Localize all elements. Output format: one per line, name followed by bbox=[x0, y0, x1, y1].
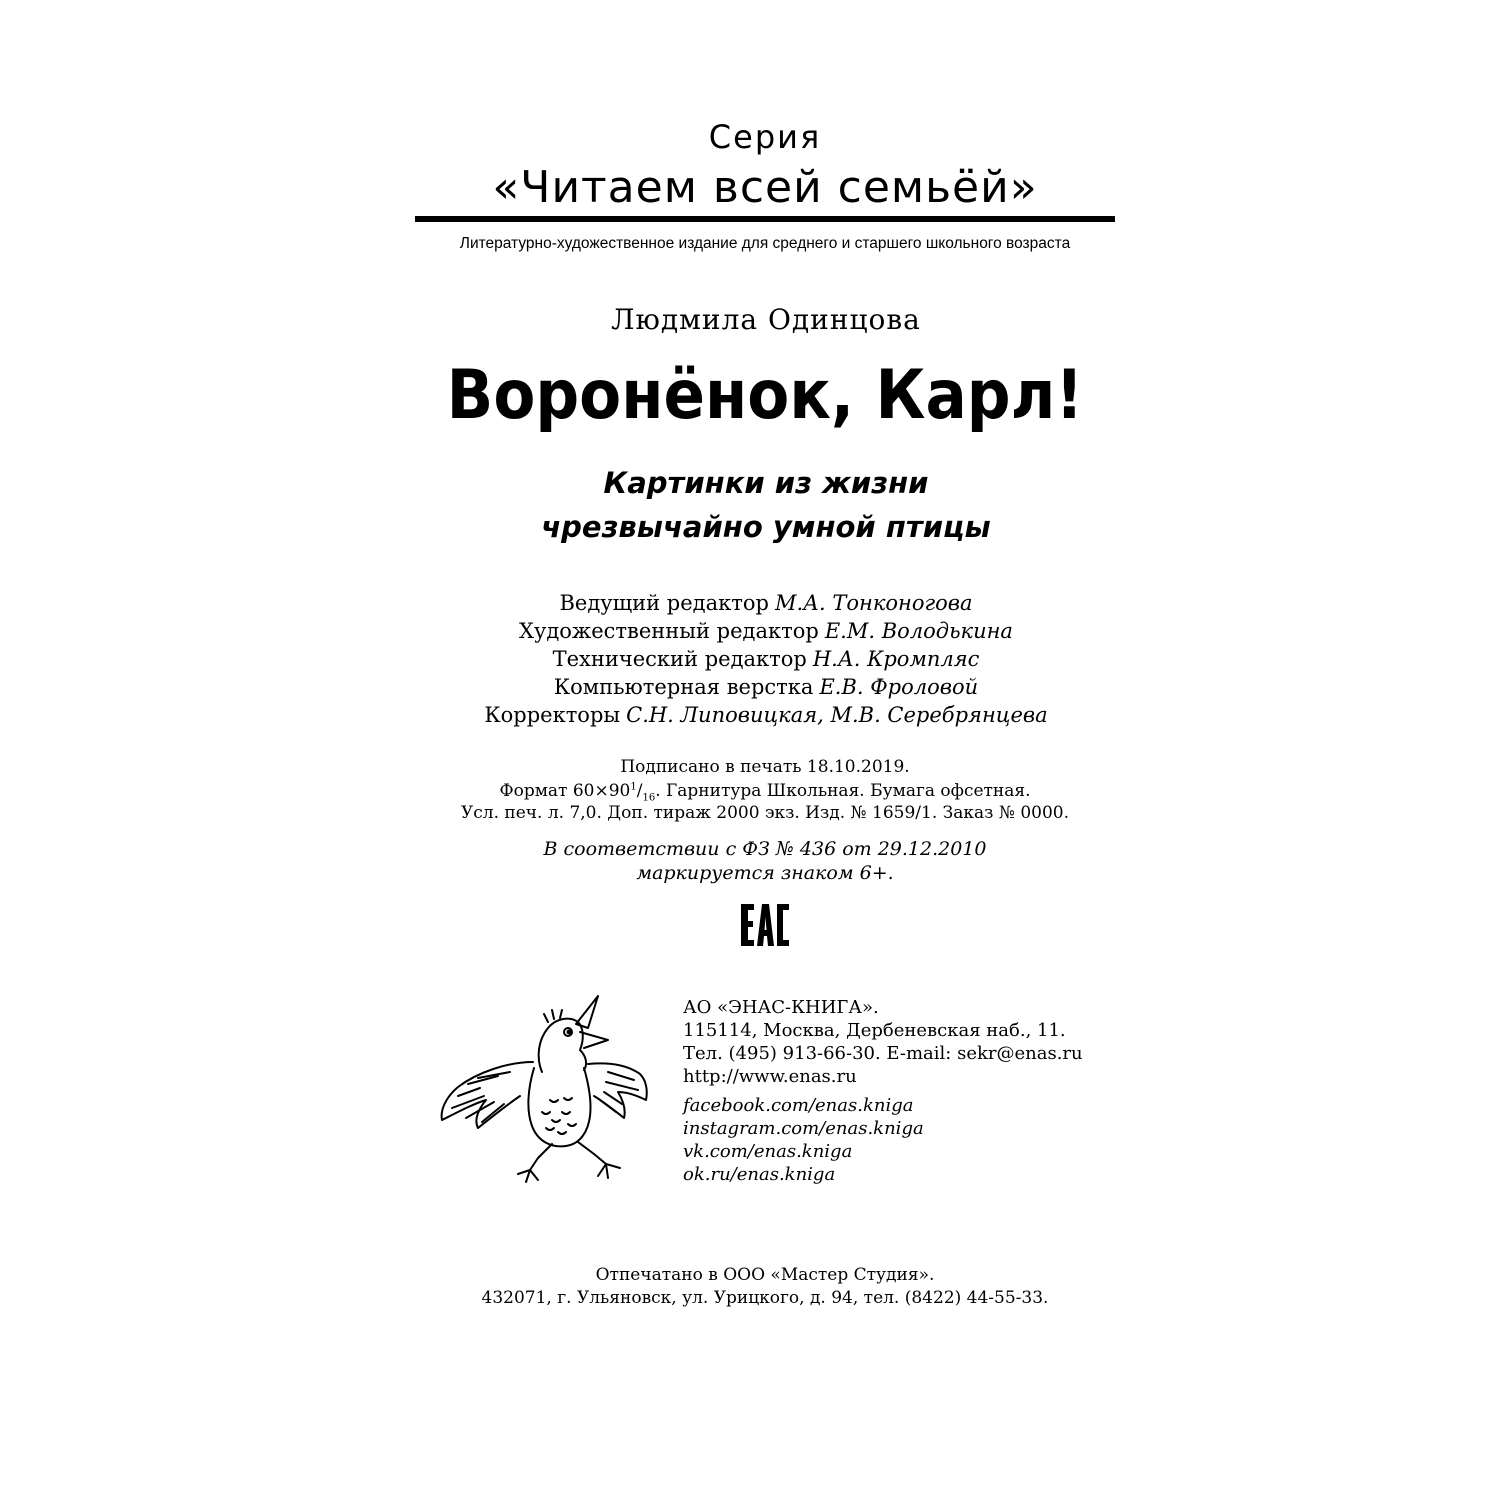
credit-person: Е.М. Володькина bbox=[824, 619, 1013, 643]
imprint-signed-date: Подписано в печать 18.10.2019. bbox=[620, 757, 910, 777]
credit-person: Н.А. Кромпляс bbox=[812, 647, 980, 671]
credit-person: Е.В. Фроловой bbox=[819, 675, 979, 699]
format-slash: / bbox=[636, 781, 643, 801]
publisher-phone: Тел. (495) 913-66-30. E-mail: sekr@enas.ru bbox=[683, 1043, 1083, 1064]
format-sup: 1 bbox=[630, 781, 637, 793]
format-prefix: Формат 60×90 bbox=[499, 781, 631, 801]
publisher-name: АО «ЭНАС-КНИГА». bbox=[683, 997, 879, 1018]
publisher-website: http://www.enas.ru bbox=[683, 1066, 857, 1087]
credit-person: М.А. Тонконогова bbox=[774, 591, 973, 615]
publisher-social-link: instagram.com/enas.kniga bbox=[683, 1118, 924, 1139]
printer-name: Отпечатано в ООО «Мастер Студия». bbox=[595, 1265, 935, 1285]
credit-role: Художественный редактор bbox=[519, 619, 819, 643]
format-sub: 16 bbox=[642, 792, 656, 804]
credit-line bbox=[0, 675, 1500, 699]
imprint-volume: Усл. печ. л. 7,0. Доп. тираж 2000 экз. Изд. № 1659/1. Заказ № 0000. bbox=[461, 803, 1069, 823]
credit-line bbox=[0, 591, 1500, 615]
credit-role: Ведущий редактор bbox=[559, 591, 769, 615]
book-subtitle-line-2: чрезвычайно умной птицы bbox=[541, 510, 991, 544]
series-divider bbox=[415, 216, 1115, 222]
publisher-social-link: facebook.com/enas.kniga bbox=[683, 1095, 914, 1116]
credit-line bbox=[0, 647, 1500, 671]
credit-role: Компьютерная верстка bbox=[553, 675, 814, 699]
author-name: Людмила Одинцова bbox=[611, 303, 921, 336]
series-title: «Читаем всей семьёй» bbox=[492, 162, 1038, 213]
publisher-address: 115114, Москва, Дербеневская наб., 11. bbox=[683, 1020, 1066, 1041]
publisher-social-link: vk.com/enas.kniga bbox=[683, 1141, 853, 1162]
credit-line bbox=[0, 619, 1500, 643]
eac-mark-icon bbox=[740, 900, 790, 950]
law-notice-line-2: маркируется знаком 6+. bbox=[636, 862, 894, 884]
credit-role: Технический редактор bbox=[552, 647, 807, 671]
book-subtitle-line-1: Картинки из жизни bbox=[603, 466, 929, 500]
book-title: Воронёнок, Карл! bbox=[446, 356, 1084, 435]
law-notice-line-1: В соответствии с ФЗ № 436 от 29.12.2010 bbox=[543, 838, 987, 860]
publisher-social-link: ok.ru/enas.kniga bbox=[683, 1164, 836, 1185]
edition-description: Литературно-художественное издание для среднего и старшего школьного возраста bbox=[459, 235, 1071, 252]
crow-illustration bbox=[438, 992, 650, 1184]
format-rest: . Гарнитура Школьная. Бумага офсетная. bbox=[655, 781, 1031, 801]
credit-role: Корректоры bbox=[484, 703, 621, 727]
series-label: Серия bbox=[708, 118, 822, 156]
imprint-format bbox=[0, 781, 1500, 803]
credit-line bbox=[0, 703, 1500, 727]
credit-person: С.Н. Липовицкая, М.В. Серебрянцева bbox=[626, 703, 1048, 727]
printer-address: 432071, г. Ульяновск, ул. Урицкого, д. 94, тел. (8422) 44-55-33. bbox=[481, 1288, 1049, 1308]
